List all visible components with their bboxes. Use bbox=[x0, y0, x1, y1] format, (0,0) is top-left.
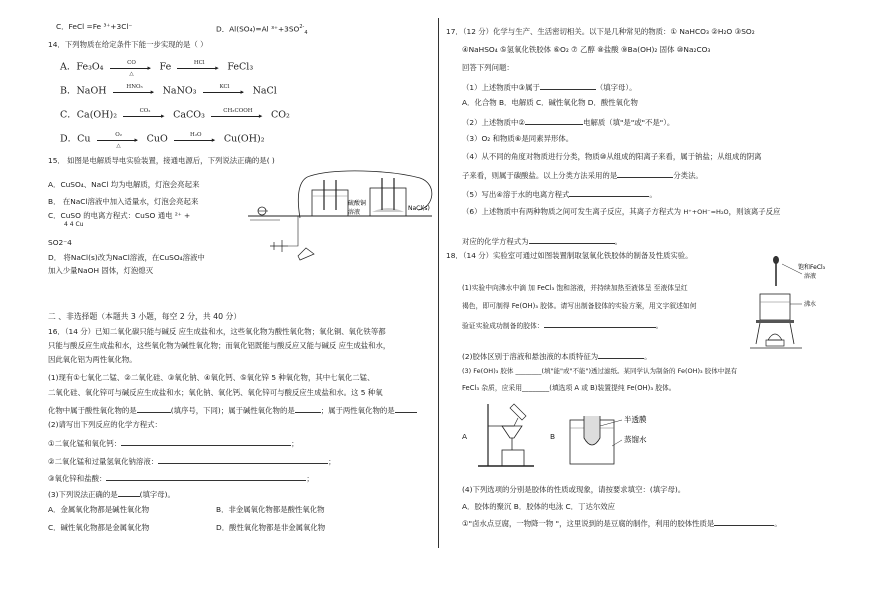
answer-blank[interactable] bbox=[540, 81, 596, 90]
answer-blank[interactable] bbox=[137, 404, 171, 413]
q16-line-3: 因此氧化铝为两性氧化物。 bbox=[48, 355, 137, 364]
colloid-preparation-figure bbox=[746, 252, 846, 362]
q18-line-8: (4)下列选项的分别是胶体的性质或现象，请按要求填空：(填字母)。 bbox=[462, 485, 686, 494]
option-d-line: D．Al(SO₄)=Al $^{3+}+3SO^{2-}_4$ bbox=[216, 24, 308, 36]
q16-line-8: ①二氧化锰和氧化钙： ； bbox=[48, 439, 299, 448]
fig-label-saturated: 饱和FeCl₃ bbox=[798, 264, 826, 271]
q14-stem: 14．下列物质在给定条件下能一步实现的是（ ） bbox=[48, 40, 208, 49]
dialysis-apparatus-figure bbox=[562, 412, 702, 468]
answer-blank[interactable] bbox=[295, 404, 321, 413]
q15-option-c: C．CuSO 的电离方程式：CuSO 通电 ²⁺ + bbox=[48, 211, 191, 220]
option-c-line: C．FeCl =Fe ³⁺+3Cl⁻ bbox=[56, 22, 133, 31]
q16-line-7: (2)请写出下列反应的化学方程式： bbox=[48, 420, 162, 429]
q18-line-3: 褐色，即可制得 Fe(OH)₃ 胶体。请写出制备胶体的实验方案，用文字叙述如何 bbox=[462, 302, 697, 310]
q16-option-d: D．酸性氧化物都是非金属氧化物 bbox=[216, 523, 326, 532]
q16-line-6: 化物中属于酸性氧化物的是 (填序号，下同)；属于碱性氧化物的是 ；属于两性氧化物的是 bbox=[48, 404, 417, 416]
answer-blank[interactable] bbox=[569, 188, 649, 197]
q15-option-c-sub: 4 4 Cu bbox=[64, 221, 84, 228]
q17-line-11: 对应的化学方程式为 。 bbox=[462, 237, 622, 246]
answer-blank[interactable] bbox=[525, 116, 583, 125]
q17-line-4: （1）上述物质中③属于 （填字母）。 bbox=[462, 83, 637, 92]
answer-blank[interactable] bbox=[106, 472, 306, 481]
q15-option-c-cont: SO2⁻4 bbox=[48, 238, 72, 247]
q18-line-7: FeCl₃ 杂质，应采用________(填选项 A 或 B)装置提纯 Fe(OH)₃ 胶体。 bbox=[462, 384, 676, 392]
fig-label-nacl: NaCl(s) bbox=[408, 205, 430, 212]
q16-line-1: 16．（14 分）已知二氧化碳只能与碱反 应生成盐和水，这些氧化物为酸性氧化物；氧化铜、氧化铁等都 bbox=[48, 327, 386, 336]
q18-line-4: 验证实验成功制备的胶体： 。 bbox=[462, 319, 662, 331]
q18-line-9: A．胶体的聚沉 B．胶体的电泳 C．丁达尔效应 bbox=[462, 502, 616, 511]
q16-option-a: A．金属氧化物都是碱性氧化物 bbox=[48, 505, 150, 514]
q16-line-4: (1)现有①七氧化二锰、②二氧化硅、③氧化钠、④氧化钙、⑤氧化锌 5 种氧化物，其中七氧化二锰、 bbox=[48, 373, 375, 382]
q17-line-1: 17．（12 分）化学与生产、生活密切相关。以下是几种常见的物质：① NaHCO₃ ②H₂O ③SO₂ bbox=[446, 27, 755, 36]
q17-options: A．化合物 B．电解质 C．碱性氧化物 D．酸性氧化物 bbox=[462, 98, 638, 107]
q16-line-10: ③氧化锌和盐酸： ； bbox=[48, 474, 314, 483]
q16-line-5: 二氧化硅、氧化锌可与碱反应生成盐和水；氧化钠、氧化钙、氧化锌可与酸反应生成盐和水。这 5 种氧 bbox=[48, 388, 383, 397]
q16-line-2: 只能与酸反应生成盐和水，这些氧化物为碱性氧化物；而氧化铝既能与酸反应又能与碱反 应生成盐和水， bbox=[48, 341, 391, 350]
q18-line-1: 18．（14 分）实验室可通过如图装置制取氢氧化铁胶体的制备及性质实验。 bbox=[446, 251, 693, 260]
q15-stem: 15． 如图是电解质导电实验装置，接通电源后，下列说法正确的是( ) bbox=[48, 156, 275, 165]
q14-option-c: C．Ca(OH)₂ CO₂ ▸ CaCO₃ CH₃COOH ▸ CO₂ bbox=[60, 108, 290, 121]
q17-line-10: （6）上述物质中有两种物质之间可发生离子反应，其离子方程式为 H⁺+OH⁻=H₂O，则该离子反应 bbox=[462, 207, 781, 216]
answer-blank[interactable] bbox=[395, 404, 417, 413]
answer-blank[interactable] bbox=[617, 169, 673, 178]
q15-option-b: B． 在NaCl溶液中加入适量水，灯泡会亮起来 bbox=[48, 197, 199, 206]
q17-line-2: ④NaHSO₄ ⑤氢氧化铁胶体 ⑥O₂ ⑦ 乙醇 ⑧盐酸 ⑨Ba(OH)₂ 固体 ⑩Na₂CO₃ bbox=[462, 45, 711, 54]
filtration-apparatus-figure bbox=[474, 400, 544, 472]
q16-line-11: (3)下列说法正确的是 (填字母)。 bbox=[48, 490, 175, 499]
q17-line-7: （4）从不同的角度对物质进行分类，物质⑩从组成的阳离子来看，属于钠盐；从组成的阴离 bbox=[462, 152, 762, 161]
q17-line-3: 回答下列问题： bbox=[462, 63, 514, 72]
fig-b-label: B bbox=[550, 432, 556, 441]
q16-option-c: C．碱性氧化物都是金属氧化物 bbox=[48, 523, 150, 532]
q18-line-6: (3) Fe(OH)₃ 胶体 ________(填"能"或"不能")透过滤纸。某同学认为制备的 Fe(OH)₃ 胶体中混有 bbox=[462, 367, 738, 375]
fig-label-solution-2: 溶液 bbox=[804, 273, 817, 280]
answer-blank[interactable] bbox=[598, 350, 644, 359]
column-divider bbox=[438, 18, 439, 548]
fig-a-label: A bbox=[462, 432, 468, 441]
q16-option-b: B．非金属氧化物都是酸性氧化物 bbox=[216, 505, 325, 514]
fig-label-boiling-water: 沸水 bbox=[804, 301, 817, 308]
section-2-heading: 二 、非选择题（本题共 3 小题，每空 2 分，共 40 分） bbox=[48, 312, 242, 321]
q16-line-9: ②二氧化锰和过量氢氧化钠溶液： ； bbox=[48, 457, 336, 466]
conductivity-apparatus-figure bbox=[240, 168, 440, 278]
q14-option-a: A．Fe₃O₄ CO ▸ △ Fe HCl ▸ FeCl₃ bbox=[60, 60, 254, 77]
fig-label-solution: 溶液 bbox=[348, 209, 361, 216]
answer-blank[interactable] bbox=[121, 437, 291, 446]
q14-option-b: B．NaOH HNO₃ ▸ NaNO₃ KCl ▸ NaCl bbox=[60, 84, 277, 97]
right-column bbox=[446, 0, 850, 614]
answer-blank[interactable] bbox=[529, 235, 615, 244]
q17-line-8: 子来看，则属于碳酸盐。以上分类方法采用的是 分类法。 bbox=[462, 171, 703, 180]
q18-line-10: ①"卤水点豆腐，一物降一物 "，这里说到的是豆腐的制作，利用的胶体性质是 。 bbox=[462, 519, 782, 528]
fig-label-membrane: 半透膜 bbox=[624, 415, 647, 424]
answer-blank[interactable] bbox=[118, 488, 140, 497]
q15-option-a: A．CuSO₄、NaCl 均为电解质，灯泡会亮起来 bbox=[48, 180, 200, 189]
fig-label-cuso4: 硫酸铜 bbox=[348, 200, 367, 207]
q18-line-5: (2)胶体区别于溶液和悬浊液的本质特征为 。 bbox=[462, 352, 652, 361]
q15-option-d: D． 将NaCl(s)改为NaCl溶液，在CuSO₄溶液中 bbox=[48, 253, 205, 262]
q17-line-6: （3）O₂ 和物质⑥是同素异形体。 bbox=[462, 134, 574, 143]
q18-line-2: (1)实验中向沸水中滴 加 FeCl₃ 饱和溶液，并持续加热至液体呈 至液体呈红 bbox=[462, 284, 688, 292]
q15-option-d-cont: 加入少量NaOH 固体，灯泡熄灭 bbox=[48, 266, 154, 275]
answer-blank[interactable] bbox=[714, 517, 774, 526]
fig-label-distilled-water: 蒸馏水 bbox=[624, 435, 647, 444]
left-column bbox=[48, 0, 436, 614]
answer-blank[interactable] bbox=[544, 319, 656, 328]
answer-blank[interactable] bbox=[158, 455, 328, 464]
q17-line-9: （5）写出④溶于水的电离方程式 。 bbox=[462, 190, 657, 199]
q14-option-d: D．Cu O₂ ▸ △ CuO H₂O ▸ Cu(OH)₂ bbox=[60, 132, 265, 149]
q17-line-5: （2）上述物质中② 电解质（填"是"或"不是"）。 bbox=[462, 118, 675, 127]
